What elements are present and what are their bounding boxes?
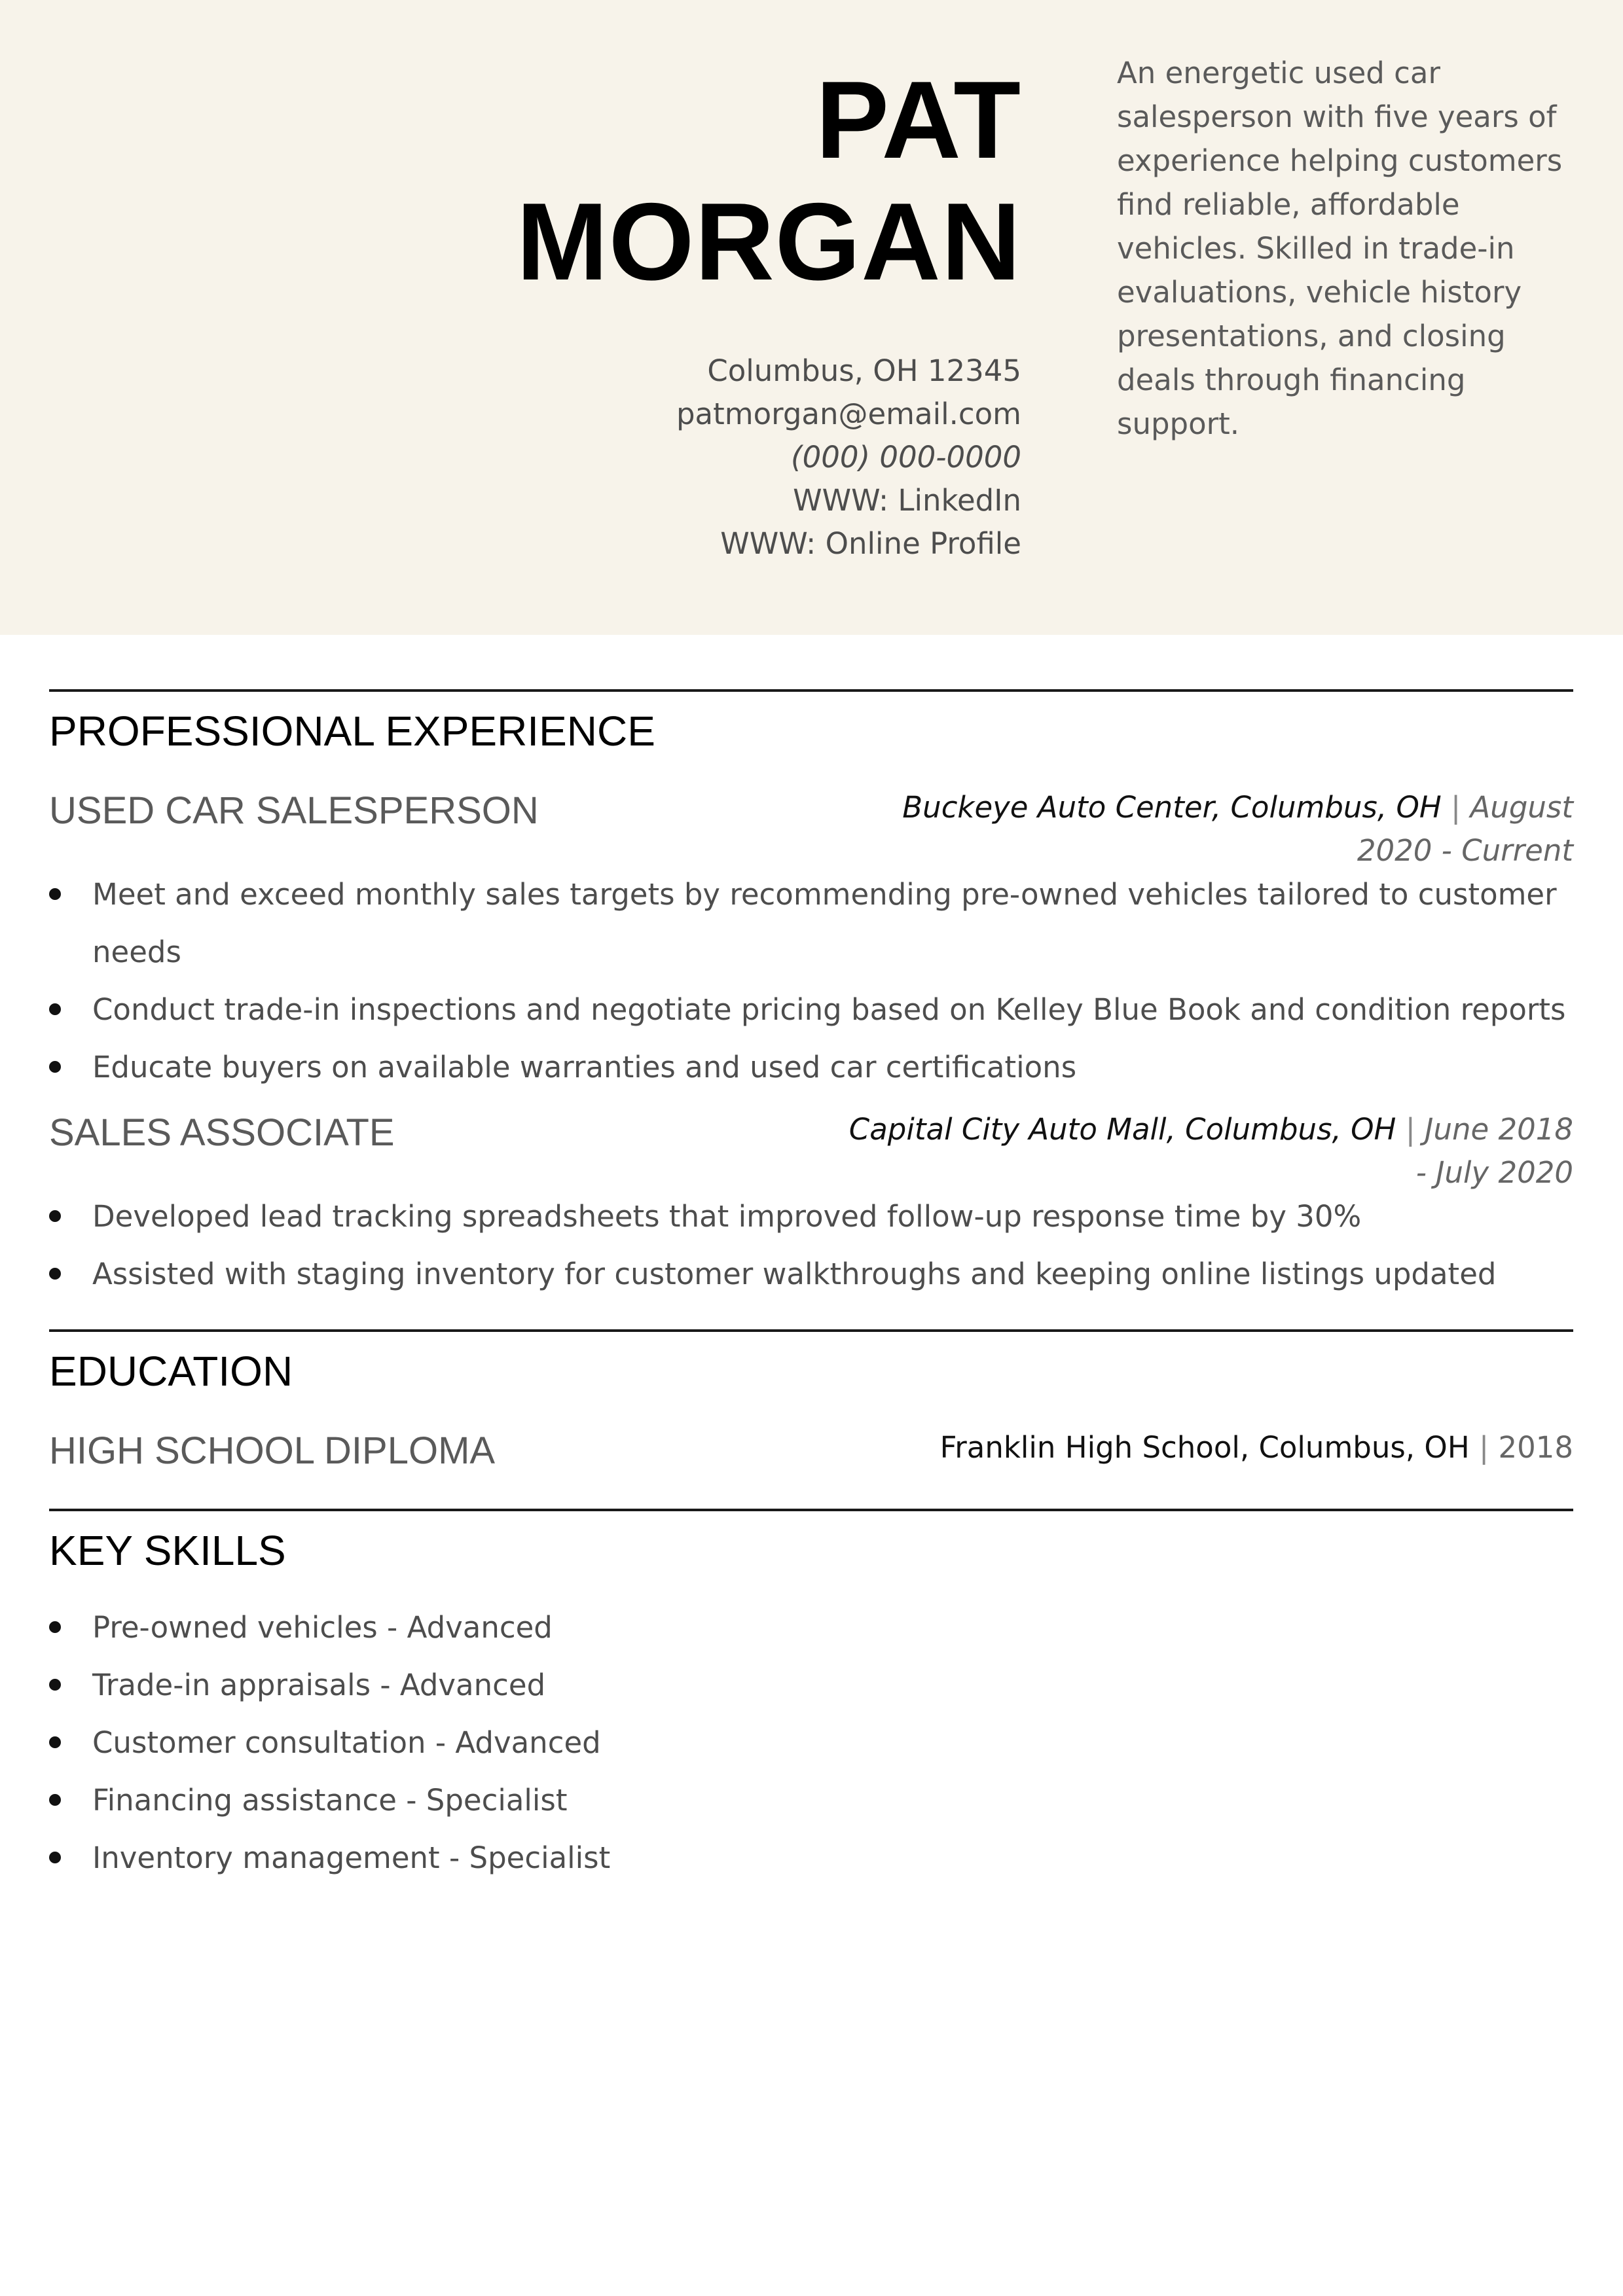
section-divider — [49, 1329, 1573, 1332]
list-item — [49, 1829, 1573, 1887]
job-meta — [840, 786, 1573, 872]
list-item — [49, 1714, 1573, 1772]
contact-linkedin[interactable]: WWW: LinkedIn — [793, 483, 1021, 518]
job-dates: June 2018 - July 2020 — [1415, 1112, 1573, 1190]
bullet-text: Conduct trade-in inspections and negotiate pricing based on Kelley Blue Book and condition reports — [92, 992, 1566, 1027]
bullet-text: Assisted with staging inventory for customer walkthroughs and keeping online listings updated — [92, 1257, 1497, 1291]
bullet-text: Meet and exceed monthly sales targets by recommending pre-owned vehicles tailored to customer needs — [92, 877, 1557, 969]
bullet-text: Educate buyers on available warranties and used car certifications — [92, 1050, 1077, 1085]
experience-section — [49, 689, 1573, 1303]
skill-text: Inventory management - Specialist — [92, 1840, 611, 1875]
professional-summary: An energetic used car salesperson with five years of experience helping customers find reliable, affordable vehicles. Skilled in trade-in evaluations, vehicle history presentations, and closing deals through financing support. — [1117, 56, 1563, 441]
contact-email[interactable]: patmorgan@email.com — [676, 397, 1021, 431]
bullet-icon — [49, 1679, 61, 1691]
job-meta — [840, 1108, 1573, 1194]
skill-text: Customer consultation - Advanced — [92, 1725, 601, 1760]
job-bullets — [49, 866, 1573, 1096]
school-name: Franklin High School, Columbus, OH — [939, 1430, 1470, 1465]
bullet-icon — [49, 1621, 61, 1633]
section-title-skills: KEY SKILLS — [49, 1527, 286, 1574]
list-item — [49, 866, 1573, 981]
meta-separator: | — [1469, 1430, 1499, 1465]
resume-header — [0, 0, 1623, 635]
skill-text: Pre-owned vehicles - Advanced — [92, 1610, 553, 1645]
job-header — [49, 1108, 1573, 1190]
job-employer: Buckeye Auto Center, Columbus, OH — [902, 790, 1442, 825]
list-item — [49, 1246, 1573, 1303]
contact-profile[interactable]: WWW: Online Profile — [720, 526, 1021, 561]
bullet-icon — [49, 888, 61, 900]
bullet-icon — [49, 1268, 61, 1280]
bullet-icon — [49, 1003, 61, 1015]
bullet-icon — [49, 1061, 61, 1073]
bullet-icon — [49, 1852, 61, 1863]
education-meta — [840, 1426, 1573, 1469]
section-divider — [49, 689, 1573, 692]
section-title-education: EDUCATION — [49, 1348, 293, 1395]
job-title: SALES ASSOCIATE — [49, 1111, 395, 1154]
job-entry — [49, 1108, 1573, 1303]
list-item — [49, 1772, 1573, 1829]
job-dates: August 2020 - Current — [1357, 790, 1573, 868]
graduation-year: 2018 — [1498, 1430, 1573, 1465]
bullet-icon — [49, 1210, 61, 1222]
education-header — [49, 1426, 1573, 1471]
list-item — [49, 981, 1573, 1039]
skills-list — [49, 1599, 1573, 1887]
job-title: USED CAR SALESPERSON — [49, 789, 539, 832]
skill-text: Financing assistance - Specialist — [92, 1783, 568, 1818]
bullet-icon — [49, 1794, 61, 1806]
name-first: PAT — [815, 58, 1021, 181]
skill-text: Trade-in appraisals - Advanced — [92, 1668, 546, 1702]
candidate-name — [498, 59, 1021, 302]
meta-separator: | — [1396, 1112, 1425, 1147]
list-item — [49, 1039, 1573, 1096]
name-last: MORGAN — [516, 180, 1021, 303]
section-divider — [49, 1509, 1573, 1511]
education-section — [49, 1329, 1573, 1471]
contact-phone[interactable]: (000) 000-0000 — [791, 440, 1021, 475]
job-employer: Capital City Auto Mall, Columbus, OH — [848, 1112, 1396, 1147]
job-entry — [49, 786, 1573, 1096]
contact-info — [498, 350, 1021, 565]
skills-section — [49, 1509, 1573, 1887]
job-bullets — [49, 1188, 1573, 1303]
list-item — [49, 1188, 1573, 1246]
job-header — [49, 786, 1573, 868]
section-title-experience: PROFESSIONAL EXPERIENCE — [49, 708, 655, 755]
meta-separator: | — [1441, 790, 1470, 825]
contact-location: Columbus, OH 12345 — [707, 353, 1021, 388]
list-item — [49, 1599, 1573, 1657]
education-entry — [49, 1426, 1573, 1471]
resume-body — [49, 689, 1573, 1887]
degree-title: HIGH SCHOOL DIPLOMA — [49, 1429, 496, 1472]
list-item — [49, 1657, 1573, 1714]
bullet-icon — [49, 1736, 61, 1748]
bullet-text: Developed lead tracking spreadsheets that improved follow-up response time by 30% — [92, 1199, 1362, 1234]
